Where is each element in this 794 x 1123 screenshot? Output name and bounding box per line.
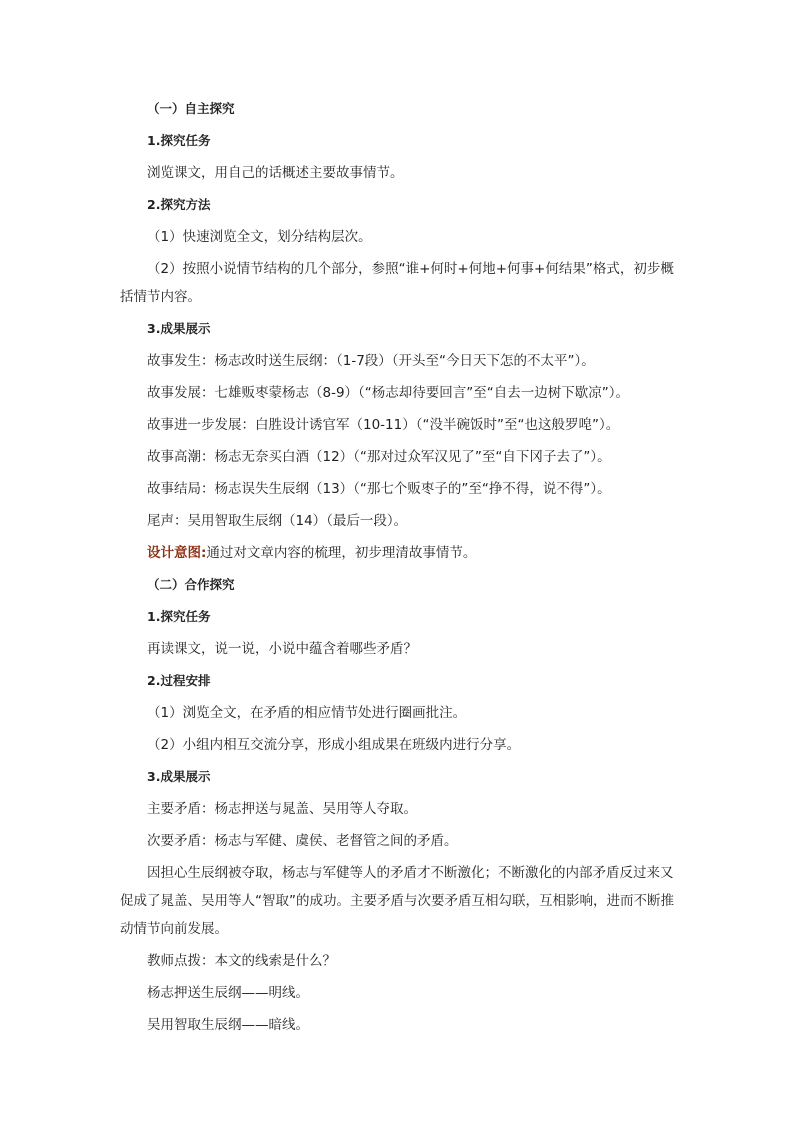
section2-result-title: 3.成果展示 [147,769,211,784]
conflict-analysis: 因担心生辰纲被夺取，杨志与军健等人的矛盾才不断激化；不断激化的内部矛盾反过来又促成了晁盖、吴用等人“智取”的成功。主要矛盾与次要矛盾互相勾联，互相影响，进而不断推动情节向前发展。 [120,865,674,937]
plot-item-4: 故事高潮：杨志无奈买白酒（12）（“那对过众军汉见了”至“自下冈子去了”）。 [147,449,611,465]
section2-task-text: 再读课文，说一说，小说中蕴含着哪些矛盾？ [147,641,417,657]
teacher-prompt: 教师点拨：本文的线索是什么？ [147,953,336,969]
section2-process-1: （1）浏览全文，在矛盾的相应情节处进行圈画批注。 [147,705,467,721]
clue-2: 吴用智取生辰纲——暗线。 [147,1017,309,1033]
section1-result-title: 3.成果展示 [147,321,211,336]
plot-item-5: 故事结局：杨志误失生辰纲（13）（“那七个贩枣子的”至“挣不得，说不得”）。 [147,481,611,497]
section1-heading: （一）自主探究 [147,101,235,116]
plot-item-2: 故事发展：七雄贩枣蒙杨志（8-9）（“杨志却待要回言”至“自去一边树下歇凉”）。 [147,385,630,401]
plot-item-3: 故事进一步发展：白胜设计诱官军（10-11）（“没半碗饭时”至“也这般罗唣”）。 [147,417,620,433]
section1-task-title: 1.探究任务 [147,133,211,148]
section2-task-title: 1.探究任务 [147,609,211,624]
plot-item-6: 尾声：吴用智取生辰纲（14）（最后一段）。 [147,513,408,529]
section1-task-text: 浏览课文，用自己的话概述主要故事情节。 [147,165,404,181]
design-intent-label: 设计意图: [147,545,207,561]
section2-process-title: 2.过程安排 [147,673,211,688]
section1-method-title: 2.探究方法 [147,197,211,212]
minor-conflict: 次要矛盾：杨志与军健、虞侯、老督管之间的矛盾。 [147,833,458,849]
plot-item-1: 故事发生：杨志改时送生辰纲：（1-7段）（开头至“今日天下怎的不太平”）。 [147,353,595,369]
design-intent [120,542,682,564]
main-conflict: 主要矛盾：杨志押送与晁盖、吴用等人夺取。 [147,801,417,817]
section1-method-1: （1）快速浏览全文，划分结构层次。 [147,229,372,245]
section1-method-2: （2）按照小说情节结构的几个部分，参照“谁+何时+何地+何事+何结果”格式，初步概括情节内容。 [120,261,674,305]
section2-process-2: （2）小组内相互交流分享，形成小组成果在班级内进行分享。 [147,737,521,753]
design-intent-text: 通过对文章内容的梳理，初步理清故事情节。 [206,545,477,561]
clue-1: 杨志押送生辰纲——明线。 [147,985,309,1001]
document-body [120,98,682,1046]
section2-heading: （二）合作探究 [147,577,235,592]
